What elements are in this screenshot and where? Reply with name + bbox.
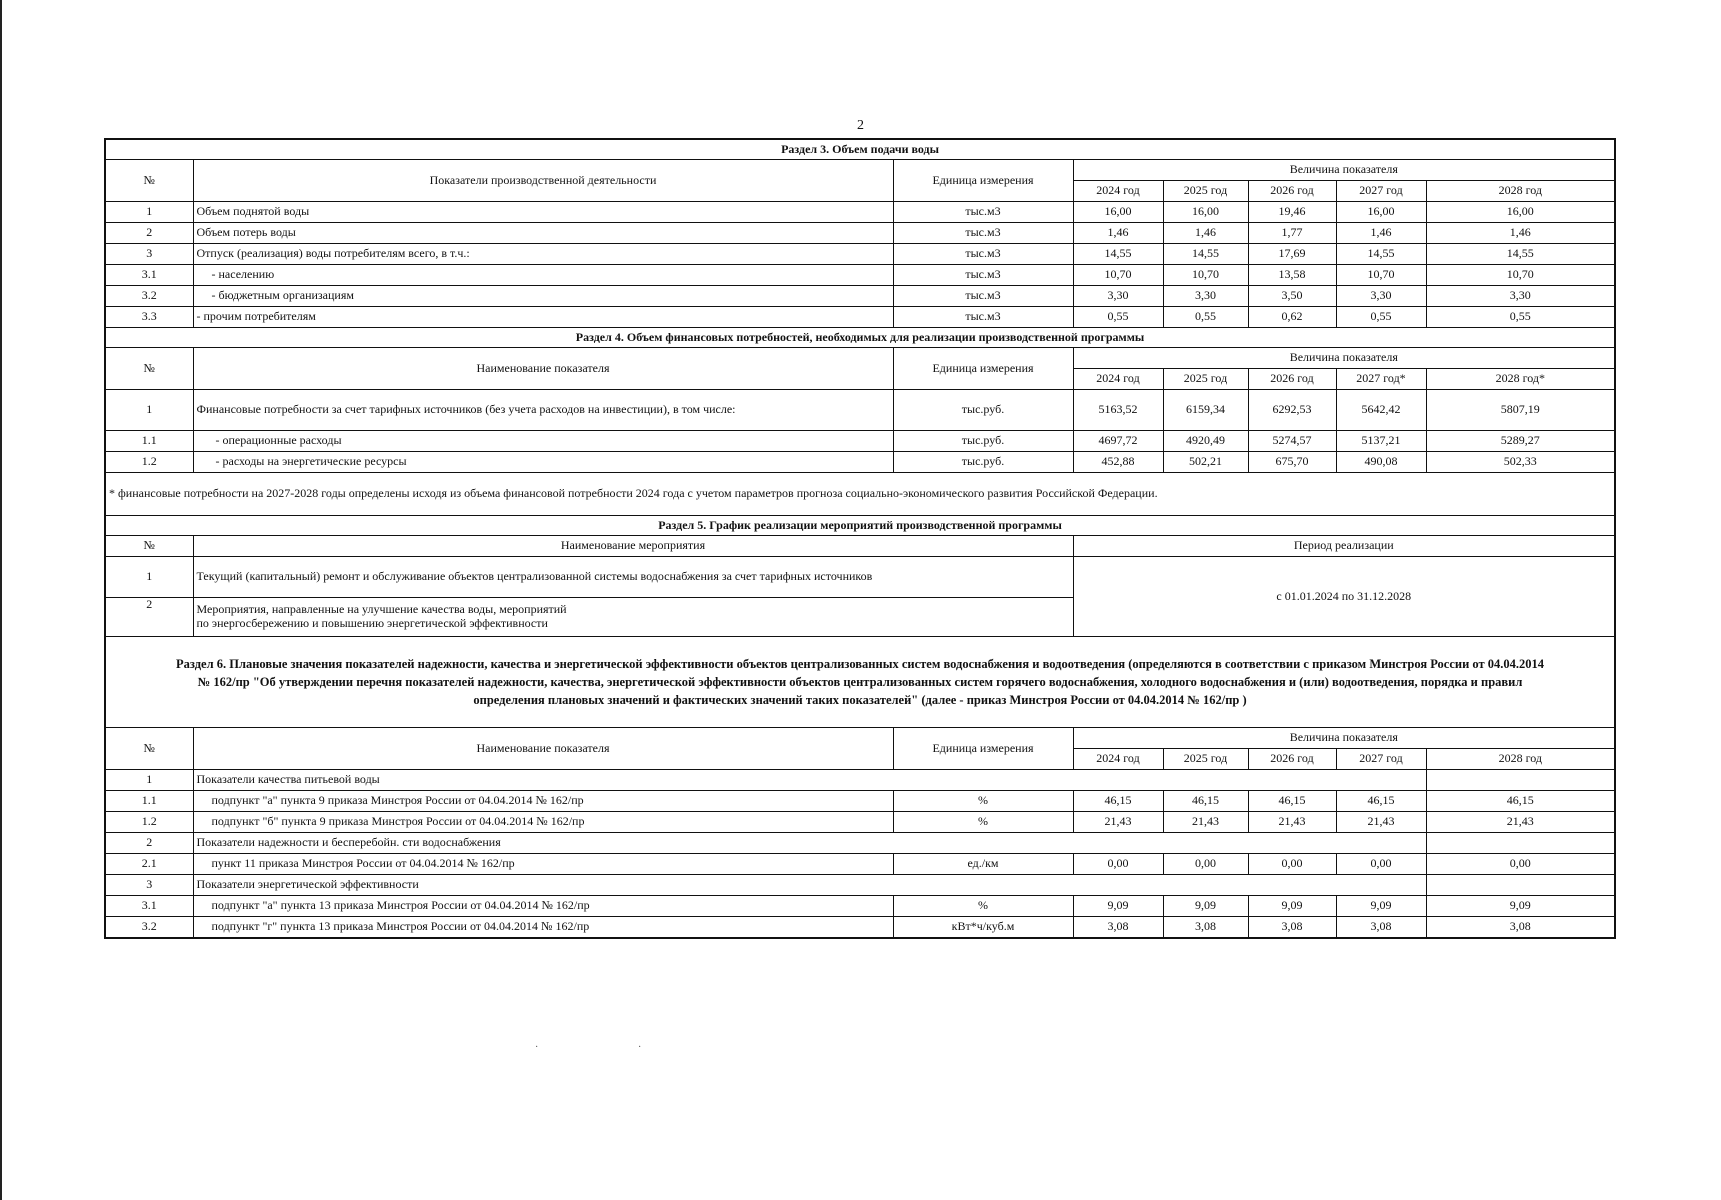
row-value: 4920,49 xyxy=(1163,431,1248,452)
row-value: 19,46 xyxy=(1248,202,1336,223)
row-name: - расходы на энергетические ресурсы xyxy=(193,452,893,473)
row-value: 452,88 xyxy=(1073,452,1163,473)
row-name: подпункт "а" пункта 9 приказа Минстроя России от 04.04.2014 № 162/пр xyxy=(193,791,893,812)
row-name: подпункт "а" пункта 13 приказа Минстроя России от 04.04.2014 № 162/пр xyxy=(193,896,893,917)
section6-year: 2028 год xyxy=(1426,749,1615,770)
row-num: 2.1 xyxy=(105,854,193,875)
table-row xyxy=(105,431,1615,452)
row-value: 1,46 xyxy=(1336,223,1426,244)
row-unit: тыс.м3 xyxy=(893,307,1073,328)
row-num: 3.3 xyxy=(105,307,193,328)
section3-header-num: № xyxy=(105,160,193,202)
row-value: 9,09 xyxy=(1163,896,1248,917)
row-value: 17,69 xyxy=(1248,244,1336,265)
section5-title: Раздел 5. График реализации мероприятий производственной программы xyxy=(105,516,1615,536)
row-value: 10,70 xyxy=(1426,265,1615,286)
row-empty xyxy=(1426,875,1615,896)
section4-year: 2024 год xyxy=(1073,369,1163,390)
row-empty xyxy=(1426,770,1615,791)
section4-footnote: * финансовые потребности на 2027-2028 годы определены исходя из объема финансовой потребности 2024 года с учетом параметров прогноза социально-экономического развития Российской Федерации. xyxy=(105,473,1615,516)
row-num: 1.1 xyxy=(105,431,193,452)
row-value: 21,43 xyxy=(1248,812,1336,833)
row-value: 0,62 xyxy=(1248,307,1336,328)
table-row xyxy=(105,557,1615,598)
row-name-line: по энергосбережению и повышению энергетической эффективности xyxy=(196,616,548,630)
row-value: 502,33 xyxy=(1426,452,1615,473)
row-value: 0,55 xyxy=(1163,307,1248,328)
table-row xyxy=(105,770,1615,791)
section4-year: 2028 год* xyxy=(1426,369,1615,390)
row-value: 16,00 xyxy=(1073,202,1163,223)
section3-header-unit: Единица измерения xyxy=(893,160,1073,202)
table-row xyxy=(105,896,1615,917)
row-value: 3,08 xyxy=(1336,917,1426,939)
row-value: 3,08 xyxy=(1073,917,1163,939)
row-value: 490,08 xyxy=(1336,452,1426,473)
row-value: 6292,53 xyxy=(1248,390,1336,431)
section5-header-name: Наименование мероприятия xyxy=(193,536,1073,557)
row-unit: тыс.м3 xyxy=(893,223,1073,244)
row-empty xyxy=(1426,833,1615,854)
row-value: 0,00 xyxy=(1248,854,1336,875)
section6-year: 2026 год xyxy=(1248,749,1336,770)
scan-speck: · xyxy=(638,1042,642,1053)
section3-year: 2024 год xyxy=(1073,181,1163,202)
row-unit: тыс.руб. xyxy=(893,390,1073,431)
row-num: 1.2 xyxy=(105,452,193,473)
row-unit: тыс.м3 xyxy=(893,286,1073,307)
row-value: 1,46 xyxy=(1426,223,1615,244)
row-num: 3 xyxy=(105,875,193,896)
row-value: 5137,21 xyxy=(1336,431,1426,452)
row-group-name: Показатели надежности и бесперебойн. сти водоснабжения xyxy=(193,833,1426,854)
row-value: 3,30 xyxy=(1336,286,1426,307)
row-value: 10,70 xyxy=(1163,265,1248,286)
section6-year: 2025 год xyxy=(1163,749,1248,770)
table-row xyxy=(105,812,1615,833)
section4-year: 2025 год xyxy=(1163,369,1248,390)
row-value: 5642,42 xyxy=(1336,390,1426,431)
row-value: 14,55 xyxy=(1336,244,1426,265)
table-row xyxy=(105,854,1615,875)
row-value: 21,43 xyxy=(1426,812,1615,833)
row-unit: тыс.м3 xyxy=(893,244,1073,265)
table-row xyxy=(105,875,1615,896)
row-value: 5163,52 xyxy=(1073,390,1163,431)
row-value: 10,70 xyxy=(1073,265,1163,286)
table-row xyxy=(105,202,1615,223)
row-unit: ед./км xyxy=(893,854,1073,875)
section4-header-name: Наименование показателя xyxy=(193,348,893,390)
section6-header-value: Величина показателя xyxy=(1073,728,1615,749)
row-value: 21,43 xyxy=(1336,812,1426,833)
row-num: 1 xyxy=(105,202,193,223)
row-value: 3,30 xyxy=(1426,286,1615,307)
row-value: 0,55 xyxy=(1336,307,1426,328)
row-name: Финансовые потребности за счет тарифных источников (без учета расходов на инвестиции), в том числе: xyxy=(193,390,893,431)
row-value: 1,46 xyxy=(1163,223,1248,244)
row-unit: тыс.руб. xyxy=(893,431,1073,452)
row-num: 1.1 xyxy=(105,791,193,812)
row-value: 0,00 xyxy=(1073,854,1163,875)
row-value: 4697,72 xyxy=(1073,431,1163,452)
row-num: 1.2 xyxy=(105,812,193,833)
section6-title-line: Раздел 6. Плановые значения показателей надежности, качества и энергетической эффективности объектов централизованных систем водоснабжения и водоотведения (определяются в соответствии с приказом Минстроя России от 04.04.2014 xyxy=(176,656,1545,671)
row-value: 3,30 xyxy=(1073,286,1163,307)
section4-title: Раздел 4. Объем финансовых потребностей, необходимых для реализации производственной программы xyxy=(105,328,1615,348)
row-value: 6159,34 xyxy=(1163,390,1248,431)
section6-year: 2024 год xyxy=(1073,749,1163,770)
row-value: 0,00 xyxy=(1163,854,1248,875)
row-num: 3 xyxy=(105,244,193,265)
row-value: 1,46 xyxy=(1073,223,1163,244)
row-unit: тыс.м3 xyxy=(893,265,1073,286)
section5-header-num: № xyxy=(105,536,193,557)
document-table xyxy=(104,138,1614,939)
section3-year: 2027 год xyxy=(1336,181,1426,202)
scan-speck: · xyxy=(535,1042,539,1053)
row-name: пункт 11 приказа Минстроя России от 04.04.2014 № 162/пр xyxy=(193,854,893,875)
row-value: 0,55 xyxy=(1073,307,1163,328)
row-num: 2 xyxy=(105,223,193,244)
row-value: 0,00 xyxy=(1336,854,1426,875)
row-name: подпункт "г" пункта 13 приказа Минстроя России от 04.04.2014 № 162/пр xyxy=(193,917,893,939)
row-value: 5807,19 xyxy=(1426,390,1615,431)
row-value: 21,43 xyxy=(1073,812,1163,833)
row-name: Отпуск (реализация) воды потребителям всего, в т.ч.: xyxy=(193,244,893,265)
section3-title: Раздел 3. Объем подачи воды xyxy=(105,139,1615,160)
table-row xyxy=(105,265,1615,286)
row-name: - прочим потребителям xyxy=(193,307,893,328)
section4-year: 2026 год xyxy=(1248,369,1336,390)
row-value: 46,15 xyxy=(1426,791,1615,812)
row-unit: % xyxy=(893,812,1073,833)
scan-edge-mark xyxy=(0,0,2,1200)
table-row xyxy=(105,307,1615,328)
row-name: Текущий (капитальный) ремонт и обслуживание объектов централизованной системы водоснабжения за счет тарифных источников xyxy=(193,557,1073,598)
row-name: - операционные расходы xyxy=(193,431,893,452)
row-value: 9,09 xyxy=(1073,896,1163,917)
section6-year: 2027 год xyxy=(1336,749,1426,770)
row-value: 16,00 xyxy=(1336,202,1426,223)
row-num: 1 xyxy=(105,390,193,431)
section4-header-unit: Единица измерения xyxy=(893,348,1073,390)
table-row xyxy=(105,791,1615,812)
section6-title-line: определения плановых значений и фактических значений таких показателей" (далее - приказ Минстроя России от 04.04.2014 № 162/пр ) xyxy=(473,693,1247,708)
row-num: 2 xyxy=(105,833,193,854)
section4-header-num: № xyxy=(105,348,193,390)
section3-year: 2028 год xyxy=(1426,181,1615,202)
section6-header-num: № xyxy=(105,728,193,770)
section6-title xyxy=(105,637,1615,728)
row-value: 5289,27 xyxy=(1426,431,1615,452)
row-name xyxy=(193,598,1073,637)
row-num: 3.1 xyxy=(105,896,193,917)
row-value: 0,55 xyxy=(1426,307,1615,328)
row-unit: тыс.руб. xyxy=(893,452,1073,473)
row-value: 16,00 xyxy=(1426,202,1615,223)
row-value: 3,08 xyxy=(1248,917,1336,939)
row-num: 1 xyxy=(105,557,193,598)
row-value: 16,00 xyxy=(1163,202,1248,223)
row-value: 9,09 xyxy=(1248,896,1336,917)
row-num: 3.2 xyxy=(105,917,193,939)
section3-header-value: Величина показателя xyxy=(1073,160,1615,181)
row-value: 502,21 xyxy=(1163,452,1248,473)
row-num: 3.1 xyxy=(105,265,193,286)
row-unit: кВт*ч/куб.м xyxy=(893,917,1073,939)
section3-year: 2025 год xyxy=(1163,181,1248,202)
row-value: 46,15 xyxy=(1073,791,1163,812)
row-value: 46,15 xyxy=(1336,791,1426,812)
row-value: 3,08 xyxy=(1426,917,1615,939)
table-row xyxy=(105,390,1615,431)
section4-year: 2027 год* xyxy=(1336,369,1426,390)
table-row xyxy=(105,286,1615,307)
section3-header-name: Показатели производственной деятельности xyxy=(193,160,893,202)
row-unit: % xyxy=(893,896,1073,917)
row-value: 0,00 xyxy=(1426,854,1615,875)
row-value: 675,70 xyxy=(1248,452,1336,473)
row-name: подпункт "б" пункта 9 приказа Минстроя России от 04.04.2014 № 162/пр xyxy=(193,812,893,833)
row-num: 3.2 xyxy=(105,286,193,307)
row-value: 21,43 xyxy=(1163,812,1248,833)
row-value: 10,70 xyxy=(1336,265,1426,286)
row-name: - бюджетным организациям xyxy=(193,286,893,307)
row-value: 9,09 xyxy=(1336,896,1426,917)
table-row xyxy=(105,244,1615,265)
section6-header-name: Наименование показателя xyxy=(193,728,893,770)
row-unit: тыс.м3 xyxy=(893,202,1073,223)
row-group-name: Показатели качества питьевой воды xyxy=(193,770,1426,791)
row-value: 1,77 xyxy=(1248,223,1336,244)
row-value: 5274,57 xyxy=(1248,431,1336,452)
row-value: 3,30 xyxy=(1163,286,1248,307)
row-name: Объем поднятой воды xyxy=(193,202,893,223)
row-name-line: Мероприятия, направленные на улучшение качества воды, мероприятий xyxy=(196,602,567,617)
section4-header-value: Величина показателя xyxy=(1073,348,1615,369)
row-value: 14,55 xyxy=(1163,244,1248,265)
row-name: Объем потерь воды xyxy=(193,223,893,244)
row-value: 14,55 xyxy=(1073,244,1163,265)
row-value: 3,08 xyxy=(1163,917,1248,939)
row-name: - населению xyxy=(193,265,893,286)
page-number: 2 xyxy=(857,118,864,133)
section6-title-line: № 162/пр "Об утверждении перечня показателей надежности, качества, энергетической эффективности объектов централизованных систем горячего водоснабжения, холодного водоснабжения и (или) водоотведения, порядка и правил xyxy=(197,674,1523,689)
table-row xyxy=(105,223,1615,244)
table-row xyxy=(105,833,1615,854)
row-value: 9,09 xyxy=(1426,896,1615,917)
row-value: 3,50 xyxy=(1248,286,1336,307)
section3-year: 2026 год xyxy=(1248,181,1336,202)
section6-header-unit: Единица измерения xyxy=(893,728,1073,770)
row-value: 46,15 xyxy=(1163,791,1248,812)
table-row xyxy=(105,452,1615,473)
row-group-name: Показатели энергетической эффективности xyxy=(193,875,1426,896)
section5-period: с 01.01.2024 по 31.12.2028 xyxy=(1073,557,1615,637)
table-row xyxy=(105,917,1615,939)
section5-header-period: Период реализации xyxy=(1073,536,1615,557)
row-value: 13,58 xyxy=(1248,265,1336,286)
row-value: 14,55 xyxy=(1426,244,1615,265)
row-num: 2 xyxy=(105,598,193,637)
row-value: 46,15 xyxy=(1248,791,1336,812)
row-num: 1 xyxy=(105,770,193,791)
row-unit: % xyxy=(893,791,1073,812)
